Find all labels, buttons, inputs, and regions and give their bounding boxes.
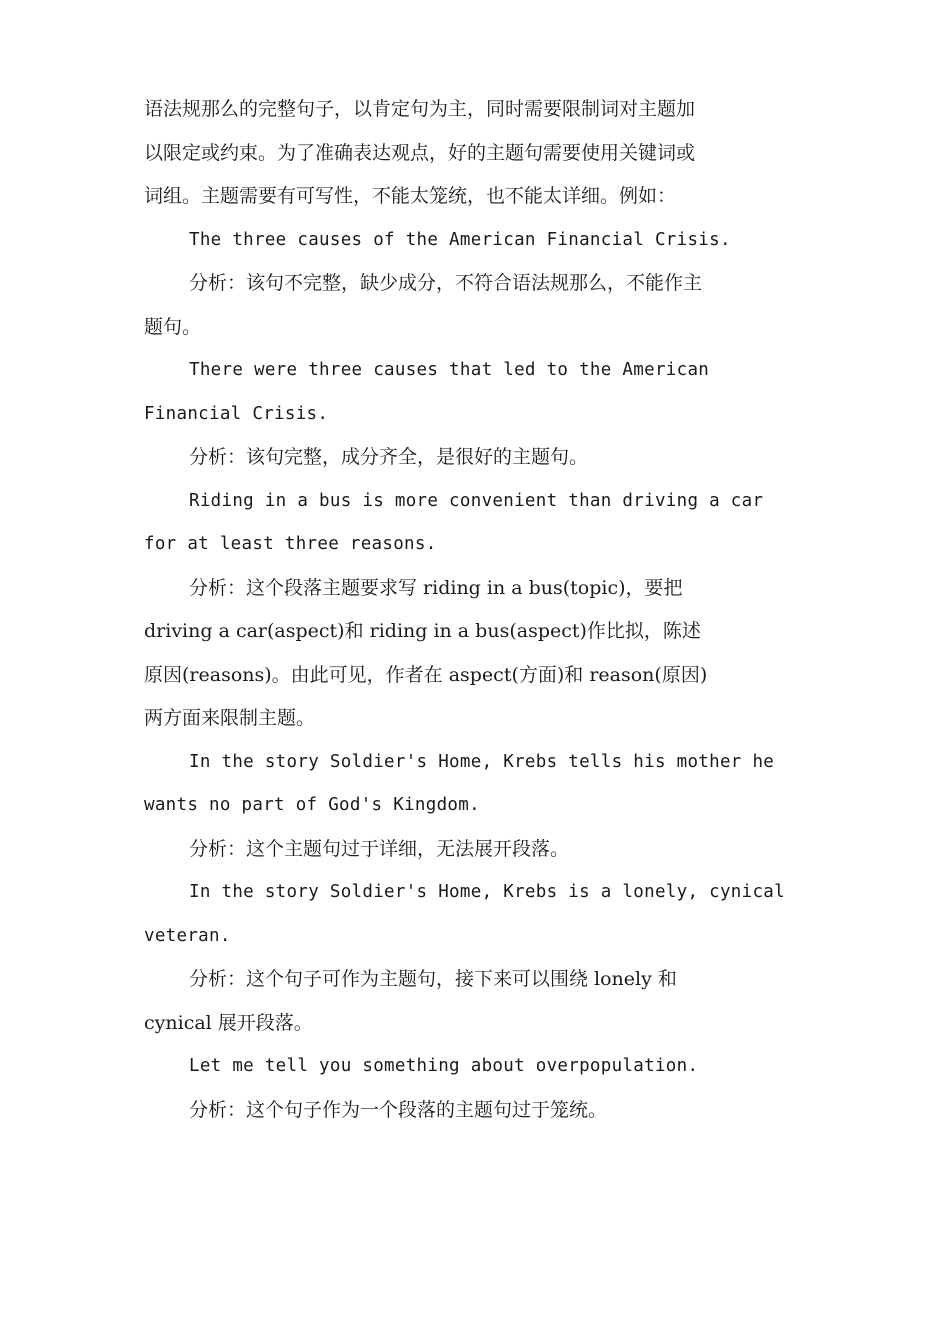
- text-line: cynical 展开段落。: [144, 1011, 313, 1034]
- analysis-paragraph: [144, 88, 814, 219]
- text-line: 分析：该句不完整，缺少成分，不符合语法规那么，不能作主: [189, 272, 703, 294]
- text-line: 以限定或约束。为了准确表达观点，好的主题句需要使用关键词或: [144, 141, 696, 164]
- text-line: veteran.: [144, 925, 231, 946]
- text-line: 分析：这个段落主题要求写 riding in a bus(topic)，要把: [189, 576, 683, 599]
- example-sentence: [144, 480, 814, 567]
- example-sentence: [144, 1045, 814, 1089]
- text-line: Riding in a bus is more convenient than driving a car: [189, 490, 764, 511]
- text-line: 分析：这个句子作为一个段落的主题句过于笼统。: [189, 1098, 608, 1121]
- text-line: The three causes of the American Financial Crisis.: [189, 229, 731, 250]
- analysis-paragraph: [144, 567, 814, 741]
- text-line: 两方面来限制主题。: [144, 707, 316, 729]
- text-line: 词组。主题需要有可写性，不能太笼统，也不能太详细。例如：: [144, 185, 677, 207]
- text-line: There were three causes that led to the American: [189, 360, 710, 380]
- text-line: Financial Crisis.: [144, 403, 329, 424]
- text-line: 分析：这个主题句过于详细，无法展开段落。: [189, 837, 570, 860]
- analysis-paragraph: [144, 958, 814, 1045]
- analysis-paragraph: [144, 262, 814, 349]
- text-line: driving a car(aspect)和 riding in a bus(aspect)作比拟，陈述: [144, 620, 701, 642]
- example-sentence: [144, 741, 814, 828]
- analysis-paragraph: [144, 436, 814, 480]
- text-line: for at least three reasons.: [144, 534, 437, 554]
- example-sentence: [144, 219, 814, 263]
- text-line: 分析：这个句子可作为主题句，接下来可以围绕 lonely 和: [189, 968, 677, 990]
- example-sentence: [144, 349, 814, 436]
- text-line: 原因(reasons)。由此可见，作者在 aspect(方面)和 reason(原因): [144, 663, 708, 686]
- text-line: 题句。: [144, 315, 202, 338]
- analysis-paragraph: [144, 1089, 814, 1133]
- body-text: [144, 88, 814, 1132]
- example-sentence: [144, 871, 814, 958]
- text-line: 分析：该句完整，成分齐全，是很好的主题句。: [189, 446, 589, 468]
- text-line: In the story Soldier's Home, Krebs is a lonely, cynical: [189, 882, 785, 902]
- text-line: Let me tell you something about overpopulation.: [189, 1056, 699, 1076]
- text-line: 语法规那么的完整句子，以肯定句为主，同时需要限制词对主题加: [144, 98, 696, 120]
- text-line: In the story Soldier's Home, Krebs tells his mother he: [189, 751, 775, 772]
- analysis-paragraph: [144, 828, 814, 872]
- text-line: wants no part of God's Kingdom.: [144, 795, 480, 815]
